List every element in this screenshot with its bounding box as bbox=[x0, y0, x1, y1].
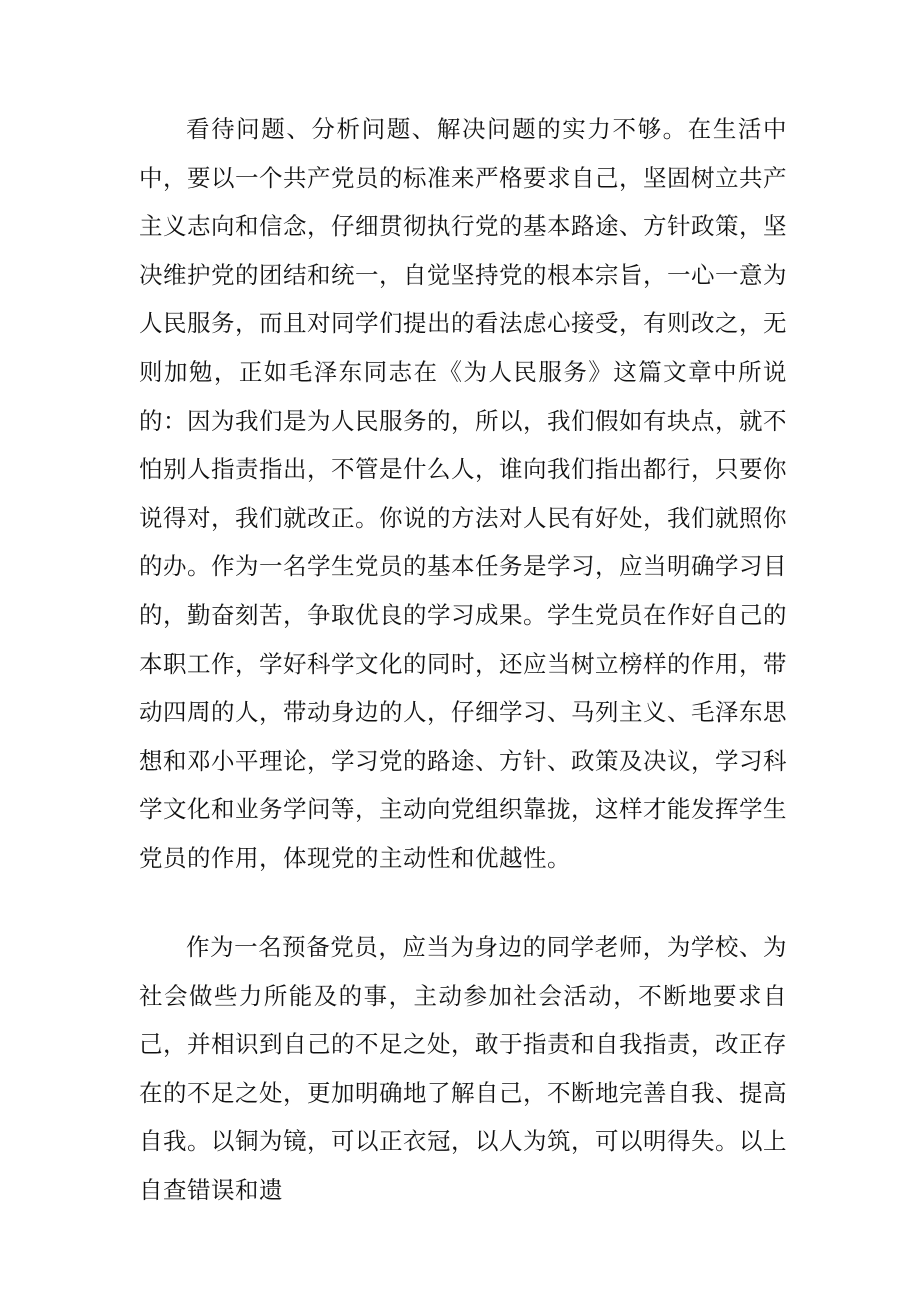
paragraph-1: 看待问题、分析问题、解决问题的实力不够。在生活中中，要以一个共产党员的标准来严格要求自己，坚固树立共产主义志向和信念，仔细贯彻执行党的基本路途、方针政策，坚决维护党的团结和统一，自觉坚持党的根本宗旨，一心一意为人民服务，而且对同学们提出的看法虑心接受，有则改之，无则加勉，正如毛泽东同志在《为人民服务》这篇文章中所说的：因为我们是为人民服务的，所以，我们假如有块点，就不怕别人指责指出，不管是什么人，谁向我们指出都行，只要你说得对，我们就改正。你说的方法对人民有好处，我们就照你的办。作为一名学生党员的基本任务是学习，应当明确学习目的，勤奋刻苦，争取优良的学习成果。学生党员在作好自己的本职工作，学好科学文化的同时，还应当树立榜样的作用，带动四周的人，带动身边的人，仔细学习、马列主义、毛泽东思想和邓小平理论，学习党的路途、方针、政策及决议，学习科学文化和业务学问等，主动向党组织靠拢，这样才能发挥学生党员的作用，体现党的主动性和优越性。 bbox=[139, 115, 787, 872]
paragraph-2: 作为一名预备党员，应当为身边的同学老师，为学校、为社会做些力所能及的事，主动参加社会活动，不断地要求自己，并相识到自己的不足之处，敢于指责和自我指责，改正存在的不足之处，更加明确地了解自己，不断地完善自我、提高自我。以铜为镜，可以正衣冠，以人为筑，可以明得失。以上自查错误和遗 bbox=[139, 933, 787, 1204]
